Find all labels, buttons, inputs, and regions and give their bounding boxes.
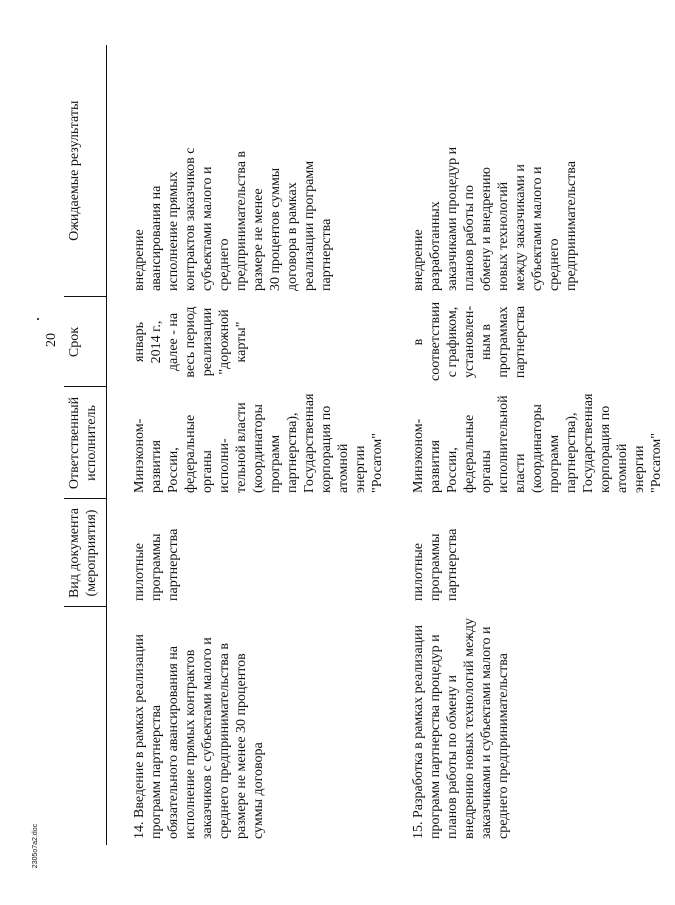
header-executor: Ответственный исполнитель: [64, 387, 107, 499]
result-cell: внедрение авансирования на исполнение прямых контрактов заказчиков с субъектами малого и среднего предпринимательства в размере не менее 30 процентов суммы договора в рамках реализации программ партнерства: [132, 147, 334, 291]
table-row: [107, 45, 397, 845]
result-cell: внедрение разработанных заказчиками процедур и планов работы по обмену и внедрению новых технологий между заказчиками и субъектами малого и среднего предпринимательства: [411, 146, 579, 291]
scan-speck: [37, 318, 39, 320]
header-measure: [64, 607, 107, 845]
doc-type-cell: пилотные программы партнерства: [132, 528, 181, 601]
page-number: 20: [44, 333, 59, 347]
measure-cell: 14. Введение в рамках реализации программ партнерства обязательного авансирования на исполнение прямых контрактов заказчиков с субъектами малого и среднего предпринимательства в размере не менее 30 процентов суммы договора: [132, 634, 266, 839]
measure-cell: 15. Разработка в рамках реализации программ партнерства процедур и планов работы по обмену и внедрению новых технологий между заказчиками и субъектами малого и среднего предпринимательства: [411, 618, 511, 839]
table-header-row: [64, 45, 107, 845]
document-filename: 2305o7a2.doc: [32, 823, 39, 869]
rotated-page-content: [64, 45, 664, 845]
table-row: [396, 45, 675, 845]
header-doc-type: Вид документа (мероприятия): [64, 499, 107, 607]
executor-cell: Минэконом- развития России, федеральные органы исполни- тельной власти (координаторы программ партнерства), Государственная корпорация по атомной энергии "Росатом": [132, 393, 385, 493]
term-cell: январь 2014 г., далее - на весь период реализации "дорожной карты": [132, 306, 249, 378]
doc-type-cell: пилотные программы партнерства: [411, 528, 460, 601]
roadmap-table: [64, 45, 675, 845]
header-result: Ожидаемые результаты: [64, 45, 107, 297]
term-cell: в соответствии с графиком, установлен- ным в программах партнерства: [411, 301, 528, 381]
executor-cell: Минэконом- развития России, федеральные органы исполнительной власти (координаторы программ партнерства), Государственная корпорация по атомной энергии "Росатом": [411, 393, 664, 493]
header-term: Срок: [64, 297, 107, 387]
